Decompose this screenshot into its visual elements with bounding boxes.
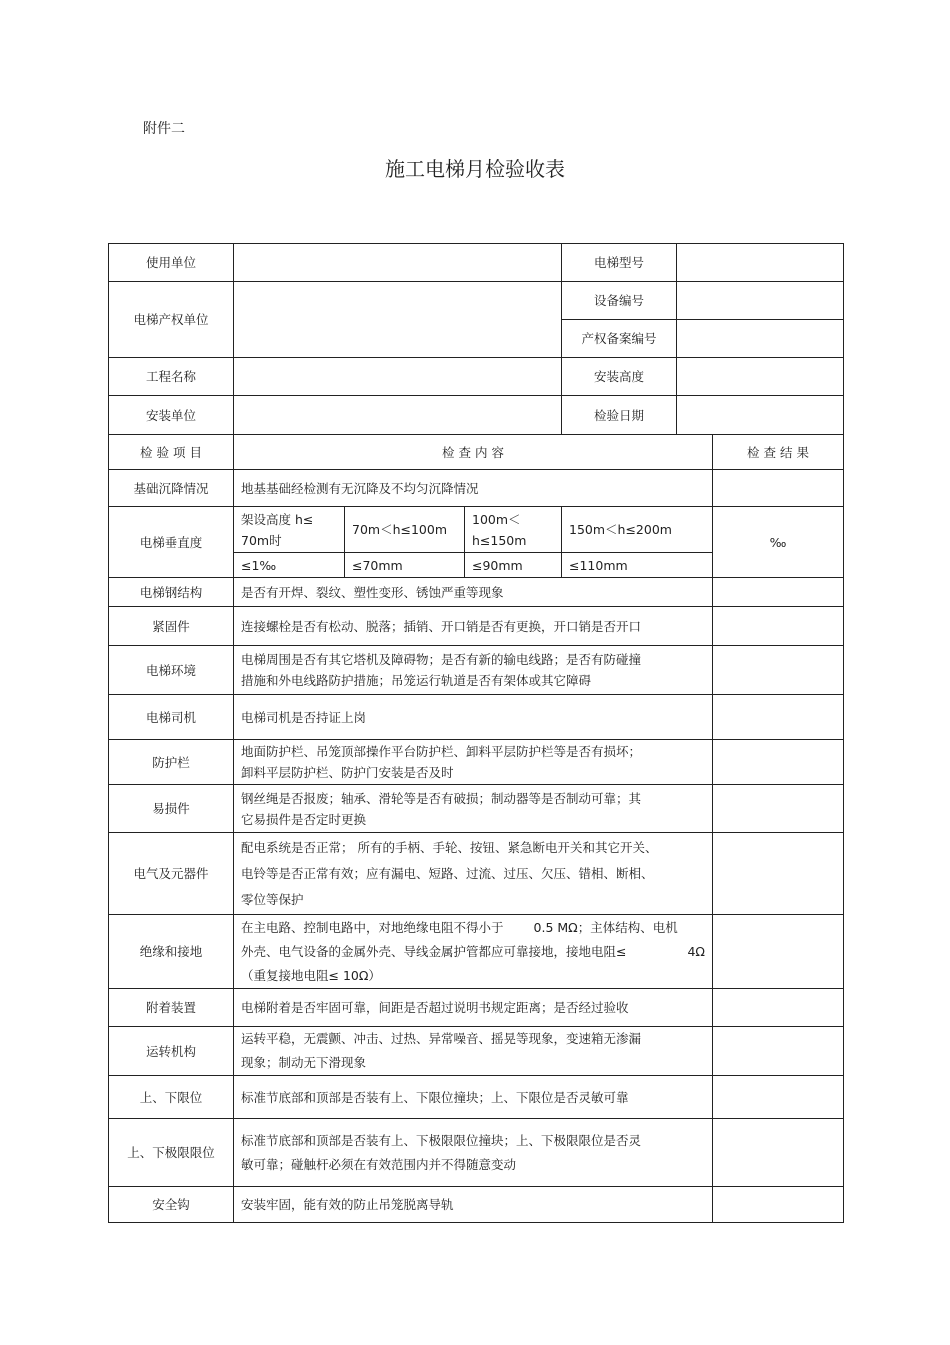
result-cell[interactable] [713, 470, 844, 507]
vertical-row [109, 507, 844, 553]
tolerance-2: ≤70mm [345, 553, 465, 578]
device-no-value[interactable] [677, 282, 844, 320]
result-cell[interactable] [713, 1119, 844, 1187]
inspect-date-label: 检验日期 [562, 396, 677, 435]
result-cell[interactable] [713, 1187, 844, 1223]
table-row [109, 578, 844, 607]
item-label: 上、下极限限位 [109, 1119, 234, 1187]
info-row [109, 244, 844, 282]
height-label: 安装高度 [562, 358, 677, 396]
item-content: 连接螺栓是否有松动、脱落；插销、开口销是否有更换，开口销是否开口 [234, 607, 713, 646]
table-row [109, 833, 844, 915]
tolerance-1: ≤1‰ [234, 553, 345, 578]
height-range-4: 150m＜h≤200m [562, 507, 713, 553]
result-cell[interactable] [713, 1027, 844, 1076]
item-label: 上、下限位 [109, 1076, 234, 1119]
item-label: 紧固件 [109, 607, 234, 646]
owner-unit-value[interactable] [234, 282, 562, 358]
table-row [109, 989, 844, 1027]
section-header-row [109, 435, 844, 470]
table-row [109, 1119, 844, 1187]
result-cell[interactable] [713, 1076, 844, 1119]
height-range-2: 70m＜h≤100m [345, 507, 465, 553]
use-unit-label: 使用单位 [109, 244, 234, 282]
inspect-date-value[interactable] [677, 396, 844, 435]
info-row [109, 358, 844, 396]
item-content: 电梯附着是否牢固可靠，间距是否超过说明书规定距离；是否经过验收 [234, 989, 713, 1027]
item-content: 地基基础经检测有无沉降及不均匀沉降情况 [234, 470, 713, 507]
record-no-value[interactable] [677, 320, 844, 358]
table-row [109, 1027, 844, 1076]
insulation-line-1: 在主电路、控制电路中，对地绝缘电阻不得小于 0.5 MΩ；主体结构、电机 [241, 919, 678, 935]
result-cell[interactable] [713, 578, 844, 607]
item-content: 标准节底部和顶部是否装有上、下极限限位撞块；上、下极限限位是否灵 敏可靠；碰触杆必须在有效范围内并不得随意变动 [234, 1119, 713, 1187]
item-content: 电梯司机是否持证上岗 [234, 695, 713, 740]
table-row [109, 695, 844, 740]
result-cell[interactable] [713, 740, 844, 785]
info-row [109, 282, 844, 320]
table-row [109, 607, 844, 646]
table-row [109, 646, 844, 695]
item-content: 配电系统是否正常； 所有的手柄、手轮、按钮、紧急断电开关和其它开关、 电铃等是否正常有效；应有漏电、短路、过流、过压、欠压、错相、断相、 零位等保护 [234, 833, 713, 915]
info-row [109, 396, 844, 435]
item-content: 运转平稳，无震颤、冲击、过热、异常噪音、摇晃等现象，变速箱无渗漏 现象；制动无下滑现象 [234, 1027, 713, 1076]
item-content: 钢丝绳是否报废；轴承、滑轮等是否有破损；制动器等是否制动可靠；其 它易损件是否定时更换 [234, 785, 713, 833]
item-content: 标准节底部和顶部是否装有上、下限位撞块；上、下限位是否灵敏可靠 [234, 1076, 713, 1119]
vertical-result-unit[interactable]: ‰ [713, 507, 844, 578]
item-label: 附着装置 [109, 989, 234, 1027]
header-item: 检 验 项 目 [109, 435, 234, 470]
use-unit-value[interactable] [234, 244, 562, 282]
insulation-line-3: （重复接地电阻≤ 10Ω） [241, 967, 381, 983]
item-content: 是否有开焊、裂纹、塑性变形、锈蚀严重等现象 [234, 578, 713, 607]
height-range-3: 100m＜h≤150m [465, 507, 562, 553]
table-row [109, 470, 844, 507]
result-cell[interactable] [713, 915, 844, 989]
project-value[interactable] [234, 358, 562, 396]
item-label: 运转机构 [109, 1027, 234, 1076]
install-unit-value[interactable] [234, 396, 562, 435]
item-label: 电梯环境 [109, 646, 234, 695]
result-cell[interactable] [713, 695, 844, 740]
install-unit-label: 安装单位 [109, 396, 234, 435]
inspection-form-table [108, 243, 844, 1223]
height-range-1: 架设高度 h≤ 70m时 [234, 507, 345, 553]
table-row [109, 740, 844, 785]
item-content: 地面防护栏、吊笼顶部操作平台防护栏、卸料平层防护栏等是否有损坏； 卸料平层防护栏、防护门安装是否及时 [234, 740, 713, 785]
result-cell[interactable] [713, 646, 844, 695]
item-content: 电梯周围是否有其它塔机及障碍物；是否有新的输电线路；是否有防碰撞 措施和外电线路防护措施；吊笼运行轨道是否有架体或其它障碍 [234, 646, 713, 695]
table-row [109, 785, 844, 833]
item-content: 安装牢固，能有效的防止吊笼脱离导轨 [234, 1187, 713, 1223]
tolerance-4: ≤110mm [562, 553, 713, 578]
model-value[interactable] [677, 244, 844, 282]
page-title: 施工电梯月检验收表 [385, 157, 565, 181]
attachment-label: 附件二 [143, 121, 185, 137]
result-cell[interactable] [713, 607, 844, 646]
owner-unit-label: 电梯产权单位 [109, 282, 234, 358]
vertical-label: 电梯垂直度 [109, 507, 234, 578]
insulation-row [109, 915, 844, 989]
header-result: 检 查 结 果 [713, 435, 844, 470]
device-no-label: 设备编号 [562, 282, 677, 320]
item-label: 电梯钢结构 [109, 578, 234, 607]
insulation-label: 绝缘和接地 [109, 915, 234, 989]
table-row [109, 1076, 844, 1119]
item-label: 电梯司机 [109, 695, 234, 740]
project-label: 工程名称 [109, 358, 234, 396]
insulation-line-2: 外壳、电气设备的金属外壳、导线金属护管都应可靠接地，接地电阻≤ 4Ω [241, 943, 705, 959]
result-cell[interactable] [713, 833, 844, 915]
item-label: 基础沉降情况 [109, 470, 234, 507]
table-row [109, 1187, 844, 1223]
tolerance-3: ≤90mm [465, 553, 562, 578]
height-value[interactable] [677, 358, 844, 396]
item-label: 电气及元器件 [109, 833, 234, 915]
item-label: 安全钩 [109, 1187, 234, 1223]
result-cell[interactable] [713, 989, 844, 1027]
model-label: 电梯型号 [562, 244, 677, 282]
record-no-label: 产权备案编号 [562, 320, 677, 358]
item-label: 易损件 [109, 785, 234, 833]
header-content: 检 查 内 容 [234, 435, 713, 470]
insulation-content [234, 915, 713, 989]
result-cell[interactable] [713, 785, 844, 833]
item-label: 防护栏 [109, 740, 234, 785]
